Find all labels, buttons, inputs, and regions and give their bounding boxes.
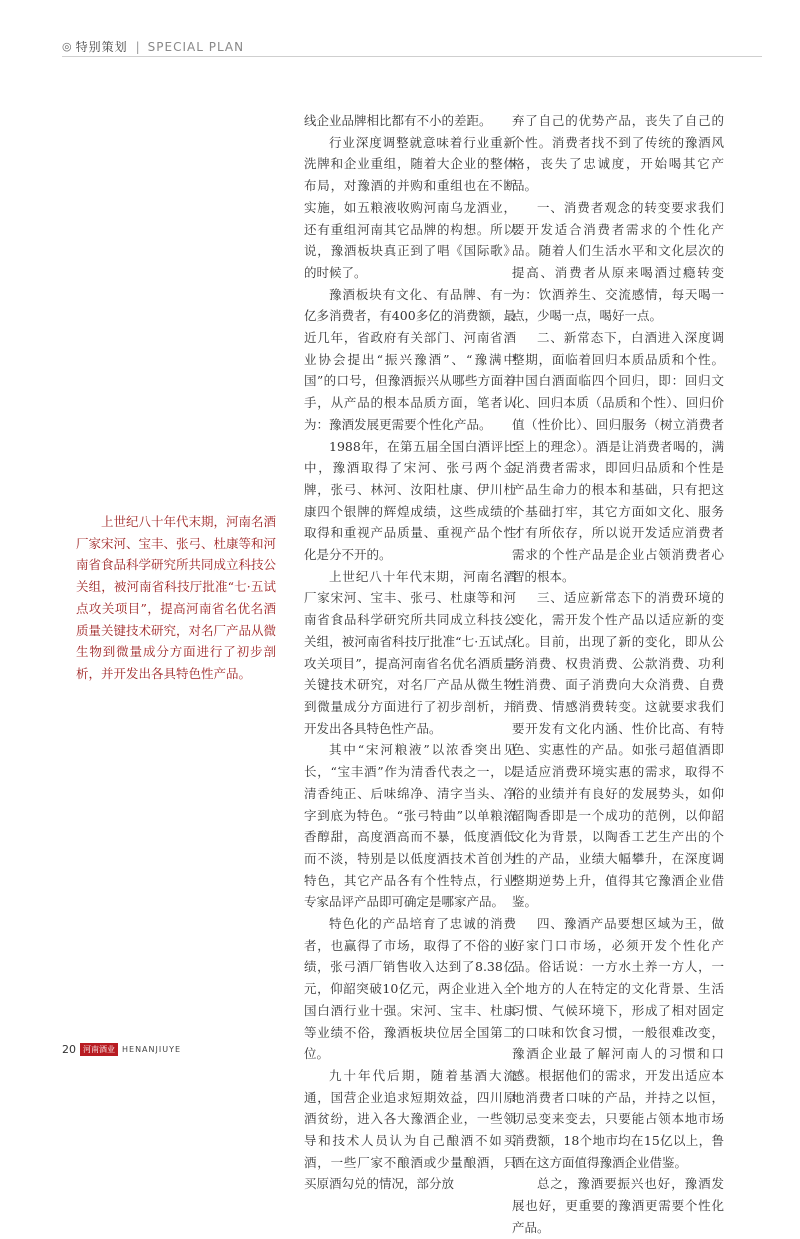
section-title-cn: 特别策划: [75, 40, 128, 54]
paragraph: 弃了自己的优势产品，丧失了自己的个性。消费者找不到了传统的豫酒风格，丧失了忠诚度，开始喝其它产品。: [512, 113, 724, 194]
page-number: 20: [62, 1043, 76, 1056]
paragraph: 豫酒板块有文化、有品牌、有一亿多消费者，有400多亿的消费额，最近几年，省政府有关部门、河南省酒业协会提出“振兴豫酒”、“豫满中国”的口号，但豫酒振兴从哪些方面着手，从产品的根本品质方面，笔者认为：豫酒发展更需要个性化产品。: [304, 286, 516, 432]
paragraph: 三、适应新常态下的消费环境的变化，需开发个性产品以适应新的变化。目前，出现了新的变化，即从公务消费、权贵消费、公款消费、功利性消费、面子消费向大众消费、自费消费、情感消费转变。这就要求我们要开发有文化内涵、性价比高、有特色、实惠性的产品。如张弓超值酒即是适应消费环境实惠的需求，取得不俗的业绩并有良好的发展势头，如仰韶陶香即是一个成功的范例，以仰韶文化为背景，以陶香工艺生产出的个性的产品，业绩大幅攀升，在深度调整期逆势上升，值得其它豫酒企业借鉴。: [512, 590, 724, 910]
magazine-name-en: HENANJIUYE: [122, 1045, 182, 1054]
pull-quote: 上世纪八十年代末期，河南名酒厂家宋河、宝丰、张弓、杜康等和河南省食品科学研究所共同成立科技公关组，被河南省科技厅批准“七·五试点攻关项目”，提高河南省名优名酒质量关键技术研究，对名厂产品从微生物到微量成分方面进行了初步剖析，并开发出各具特色性产品。: [76, 514, 277, 681]
header-separator: |: [135, 39, 140, 54]
section-header: [62, 38, 244, 55]
paragraph: 四、豫酒产品要想区域为王，做好家门口市场，必须开发个性化产品。俗话说：一方水土养一方人，一个地方的人在特定的文化背景、生活习惯、气候环境下，形成了相对固定的口味和饮食习惯，一般很难改变，豫酒企业最了解河南人的习惯和口感。根据他们的需求，开发出适应本地消费者口味的产品，并持之以恒，切忌变来变去，只要能占领本地市场消费额，18个地市均在15亿以上，鲁酒在这方面值得豫酒企业借鉴。: [512, 916, 724, 1170]
page-footer: [62, 1043, 181, 1056]
paragraph: 线企业品牌相比都有不小的差距。: [304, 113, 492, 128]
paragraph: 其中“宋河粮液”以浓香突出见长，“宝丰酒”作为清香代表之一，以清香纯正、后味绵净、清字当头、净字到底为特色。“张弓特曲”以单粮浓香醇甜，高度酒高而不暴，低度酒低而不淡，特别是以低度酒技术首创为特色，其它产品各有个性特点，行业专家品评产品即可确定是哪家产品。: [304, 742, 516, 910]
paragraph: 行业深度调整就意味着行业重新洗牌和企业重组，随着大企业的整体布局，对豫酒的并购和重组也在不断实施，如五粮液收购河南乌龙酒业，还有重组河南其它品牌的构想。所以说，豫酒板块真正到了唱《国际歌》的时候了。: [304, 134, 516, 280]
paragraph: 二、新常态下，白酒进入深度调整期，面临着回归本质品质和个性。中国白酒面临四个回归，即：回归文化、回归本质（品质和个性）、回归价值（性价比）、回归服务（树立消费者至上的理念）。酒是让消费者喝的，满足消费者需求，即回归品质和个性是产品生命力的根本和基础，只有把这个基础打牢，其它方面如文化、服务才有所依存，所以说开发适应消费者需求的个性产品是企业占领消费者心智的根本。: [512, 330, 724, 584]
article-column-2: [512, 110, 724, 1239]
header-divider: [62, 56, 762, 57]
circle-mark-icon: ◎: [62, 40, 72, 53]
paragraph: 特色化的产品培育了忠诚的消费者，也赢得了市场，取得了不俗的业绩，张弓酒厂销售收入达到了8.38亿元，仰韶突破10亿元，两企业进入全国白酒行业十强。宋河、宝丰、杜康等业绩不俗，豫酒板块位居全国第二位。: [304, 916, 516, 1062]
article-column-1: [304, 110, 516, 1195]
paragraph: 一、消费者观念的转变要求我们要开发适合消费者需求的个性化产品。随着人们生活水平和文化层次的提高、消费者从原来喝酒过瘾转变为：饮酒养生、交流感情，每天喝一点，少喝一点，喝好一点。: [512, 199, 724, 324]
section-title-en: SPECIAL PLAN: [147, 39, 245, 54]
magazine-logo: 河南酒业: [80, 1043, 118, 1056]
paragraph: 上世纪八十年代末期，河南名酒厂家宋河、宝丰、张弓、杜康等和河南省食品科学研究所共同成立科技公关组，被河南省科技厅批准“七·五试点攻关项目”，提高河南省名优名酒质量关键技术研究，对名厂产品从微生物到微量成分方面进行了初步剖析，并开发出各具特色性产品。: [304, 568, 516, 736]
paragraph: 1988年，在第五届全国白酒评比中，豫酒取得了宋河、张弓两个金牌，张弓、林河、汝阳杜康、伊川杜康四个银牌的辉煌成绩，这些成绩的取得和重视产品质量、重视产品个性化是分不开的。: [304, 438, 516, 563]
paragraph: 九十年代后期，随着基酒大流通，国营企业追求短期效益，四川原酒贫纷，进入各大豫酒企业，一些领导和技术人员认为自己酿酒不如买酒，一些厂家不酿酒或少量酿酒，只买原酒勾兑的情况，部分放: [304, 1067, 516, 1192]
paragraph: 总之，豫酒要振兴也好，豫酒发展也好，更重要的豫酒更需要个性化产品。: [512, 1176, 724, 1235]
